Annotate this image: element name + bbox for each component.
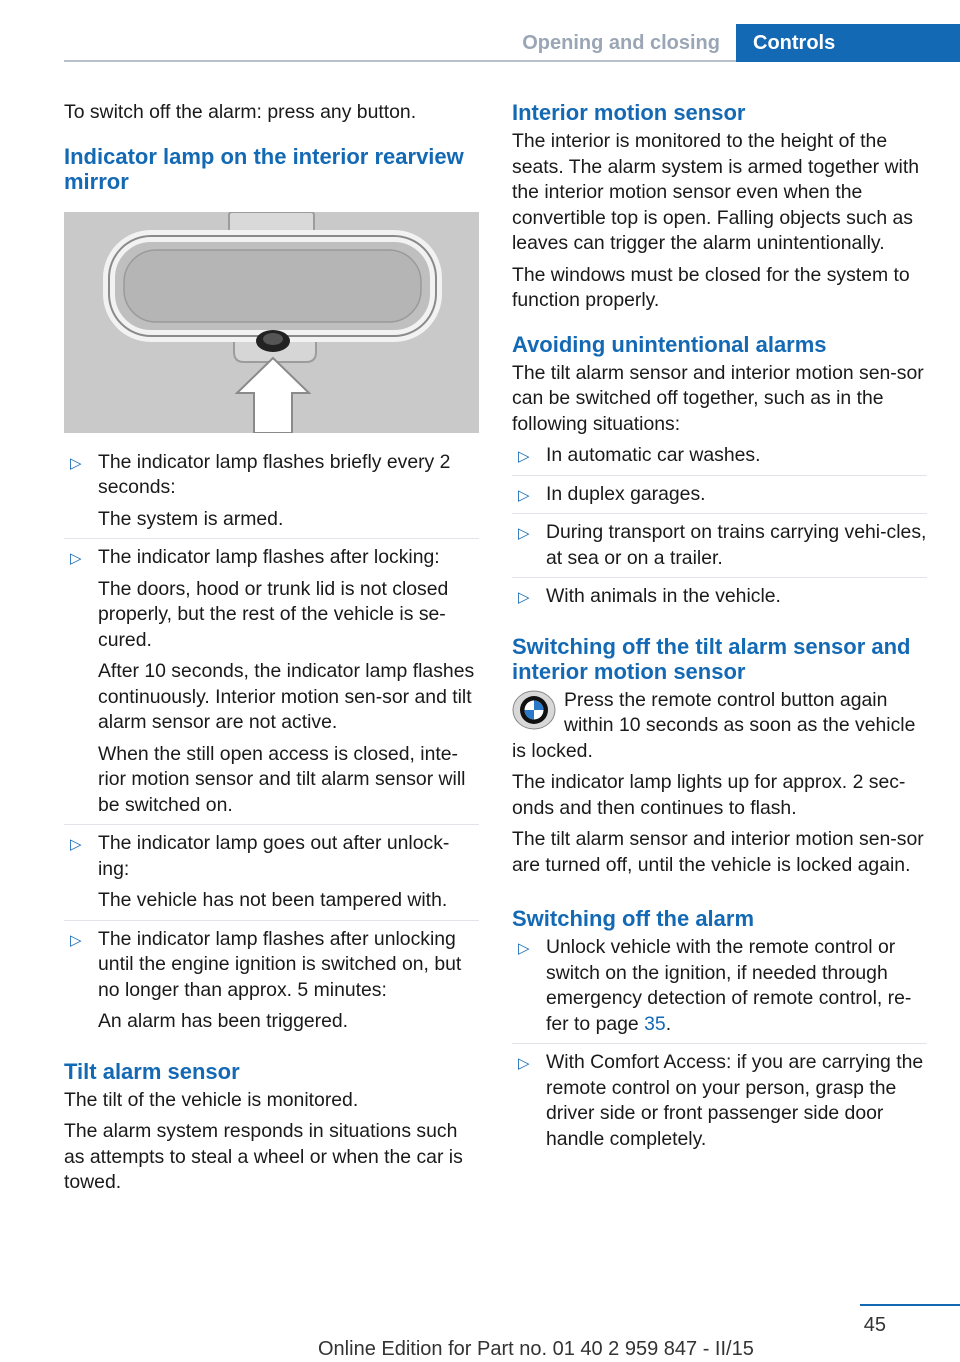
- indicator-list: [64, 450, 479, 1041]
- page-number: 45: [863, 1314, 886, 1336]
- edition-note: Online Edition for Part no. 01 40 2 959 847 - II/15: [318, 1338, 754, 1360]
- footer-rule: [860, 1304, 960, 1306]
- left-column: [64, 100, 479, 1202]
- list-item: ▷ In automatic car washes.: [512, 443, 927, 476]
- triangle-right-icon: ▷: [70, 931, 82, 949]
- switchoff-heading: Switching off the tilt alarm sensor and interior motion sensor: [512, 633, 911, 684]
- rearview-mirror-illustration: [64, 212, 479, 433]
- header-section-title: Opening and closing: [522, 32, 720, 54]
- switchoff-text-3: The tilt alarm sensor and interior motion sen-sor are turned off, until the vehicle is locked again.: [512, 828, 924, 876]
- triangle-right-icon: ▷: [518, 589, 530, 606]
- switchoff-instruction: [512, 688, 927, 765]
- list-item: ▷ In duplex garages.: [512, 482, 927, 515]
- triangle-right-icon: ▷: [518, 1055, 530, 1072]
- triangle-right-icon: ▷: [518, 448, 530, 465]
- triangle-right-icon: ▷: [70, 454, 82, 472]
- list-item: ▷ The indicator lamp flashes after unlocking until the engine ignition is switched on, but no longer than approx. 5 minutes: An alarm has been triggered.: [70, 927, 462, 1032]
- indicator-heading: Indicator lamp on the interior rearview mirror: [64, 143, 464, 194]
- intro-text: To switch off the alarm: press any button.: [64, 101, 417, 123]
- motion-text-1: The interior is monitored to the height of the seats. The alarm system is armed together with the interior motion sensor even when the convertible top is open. Falling objects such as leaves can trigger the alarm unintentionally.: [512, 130, 920, 254]
- triangle-right-icon: ▷: [518, 940, 530, 957]
- switchoff-text-2: The indicator lamp lights up for approx. 2 sec-onds and then continues to flash.: [512, 771, 906, 819]
- header-rule: [64, 60, 736, 62]
- list-item: ▷ During transport on trains carrying vehi-cles, at sea or on a trailer.: [512, 520, 927, 578]
- header-chapter-tab: Controls: [736, 24, 960, 62]
- list-item: ▷ With animals in the vehicle.: [512, 584, 927, 616]
- alarm-list: [512, 935, 927, 1158]
- list-item: ▷ Unlock vehicle with the remote control or switch on the ignition, if needed through emergency detection of remote control, re-fer to page 35.: [512, 935, 927, 1044]
- list-item: ▷ With Comfort Access: if you are carrying the remote control on your person, grasp the driver side or front passenger side door handle completely.: [518, 1051, 924, 1150]
- triangle-right-icon: ▷: [518, 525, 530, 542]
- motion-text-2: The windows must be closed for the system to function properly.: [512, 263, 910, 311]
- page-reference-link[interactable]: 35: [644, 1012, 666, 1035]
- tilt-text-2: The alarm system responds in situations such as attempts to steal a wheel or when the car is towed.: [64, 1120, 463, 1193]
- avoid-list: [512, 443, 927, 616]
- motion-heading: Interior motion sensor: [512, 100, 746, 125]
- bmw-logo-icon: [512, 690, 556, 730]
- list-item: ▷ The indicator lamp flashes after locking: The doors, hood or trunk lid is not closed properly, but the rest of the vehicle is se-cured. After 10 seconds, the indicator lamp flashes continuously. Interior motion sen-sor and tilt alarm sensor are not active. When the still open access is closed, inte-rior motion sensor and tilt alarm sensor will be switched on.: [64, 545, 479, 825]
- page-header: [0, 0, 960, 62]
- switchoff-text-1: Press the remote control button again within 10 seconds as soon as the vehicle is locked.: [512, 688, 916, 762]
- triangle-right-icon: ▷: [518, 486, 530, 504]
- tilt-heading: Tilt alarm sensor: [64, 1058, 240, 1084]
- right-column: [512, 100, 927, 1164]
- avoid-text: The tilt alarm sensor and interior motion sen-sor can be switched off together, such as in the following situations:: [512, 361, 924, 435]
- list-item: ▷ The indicator lamp flashes briefly every 2 seconds: The system is armed.: [64, 450, 479, 540]
- triangle-right-icon: ▷: [70, 550, 82, 567]
- avoid-heading: Avoiding unintentional alarms: [512, 331, 827, 357]
- alarm-heading: Switching off the alarm: [512, 906, 755, 931]
- tilt-text-1: The tilt of the vehicle is monitored.: [64, 1088, 359, 1111]
- list-item: ▷ The indicator lamp goes out after unlock-ing: The vehicle has not been tampered with.: [64, 831, 479, 921]
- triangle-right-icon: ▷: [70, 836, 82, 853]
